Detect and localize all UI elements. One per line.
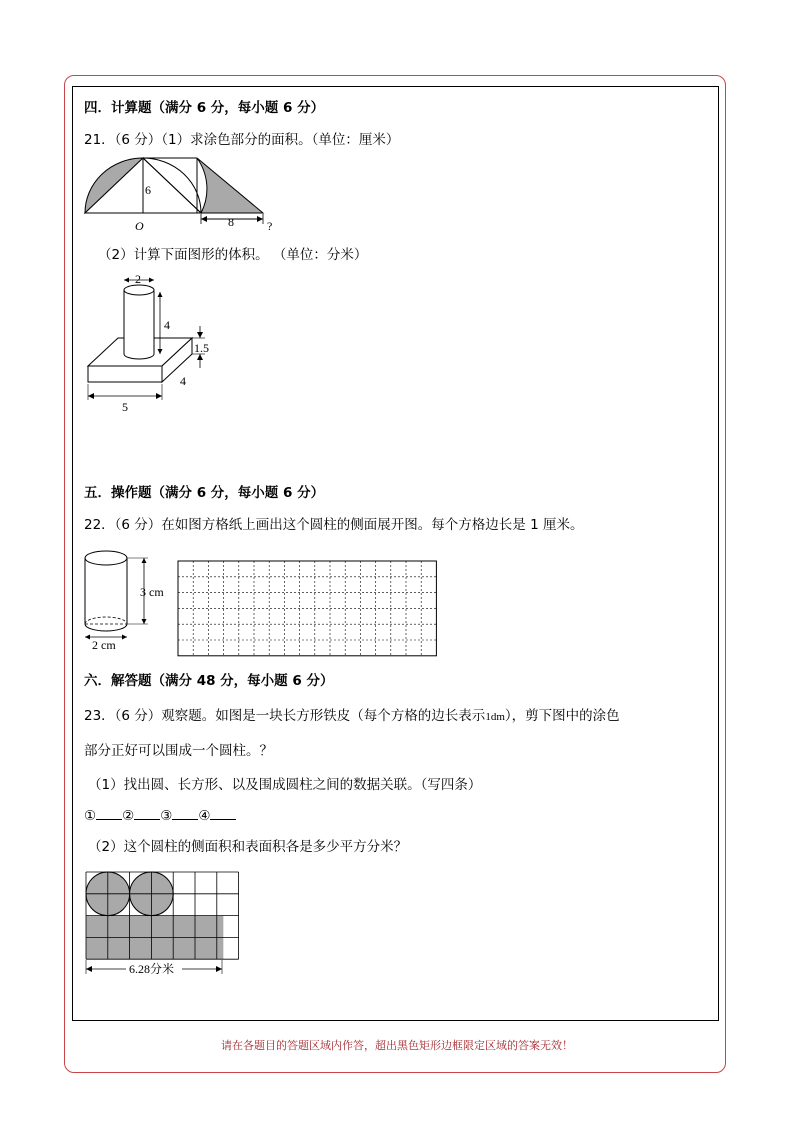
q23-length-label: 6.28分米 xyxy=(129,962,175,976)
section4-heading: 四．计算题（满分 6 分，每小题 6 分） xyxy=(84,100,325,116)
blank-marker-1: ① xyxy=(84,808,97,824)
blank-marker-4: ④ xyxy=(198,808,211,824)
blank-line-4[interactable] xyxy=(210,807,236,820)
footer-note: 请在各题目的答题区域内作答，超出黑色矩形边框限定区域的答案无效！ xyxy=(221,1039,573,1052)
fig2-base-depth-label: 4 xyxy=(180,374,186,388)
blank-marker-3: ③ xyxy=(160,808,173,824)
shaded-right-region xyxy=(197,158,263,213)
q23-unit: 1dm xyxy=(485,711,505,723)
q23-iron-sheet-figure xyxy=(84,870,244,980)
section5-heading: 五．操作题（满分 6 分，每小题 6 分） xyxy=(84,485,325,501)
fig1-bottom-label: 8 xyxy=(228,215,234,229)
q21-figure2 xyxy=(80,270,220,415)
q22-grid-paper[interactable] xyxy=(176,559,440,659)
section6-heading: 六．解答题（满分 48 分，每小题 6 分） xyxy=(84,673,334,689)
fig2-base-length-label: 5 xyxy=(122,400,128,414)
fig1-center-label: O xyxy=(135,219,144,233)
q22-cylinder-figure xyxy=(80,545,175,653)
q23-stem-line2: 部分正好可以围成一个圆柱。？ xyxy=(84,743,273,759)
q22-diameter-label: 2 cm xyxy=(92,638,116,652)
fig1-stray-mark: ? xyxy=(267,219,273,233)
blank-marker-2: ② xyxy=(122,808,135,824)
fig2-base-height-label: 1.5 xyxy=(194,341,209,355)
fig2-cyl-height-label: 4 xyxy=(164,318,170,332)
fig2-diameter-label: 2 xyxy=(135,272,141,286)
q21-figure1 xyxy=(80,150,280,234)
blank-line-1[interactable] xyxy=(96,807,122,820)
q23-stem-a: 23．（6 分）观察题。如图是一块长方形铁皮（每个方格的边长表示 xyxy=(84,708,486,724)
blank-line-2[interactable] xyxy=(134,807,160,820)
q23-stem-b: ），剪下图中的涂色 xyxy=(504,708,620,724)
q23-part1: （1）找出圆、长方形、以及围成圆柱之间的数据关联。（写四条） xyxy=(88,777,482,793)
q21-part2: （2）计算下面图形的体积。 （单位：分米） xyxy=(98,247,368,263)
q23-stem-line1 xyxy=(84,707,620,726)
q23-blank-row[interactable] xyxy=(84,807,236,825)
q21-stem: 21．（6 分）（1）求涂色部分的面积。（单位：厘米） xyxy=(84,132,400,148)
blank-line-3[interactable] xyxy=(172,807,198,820)
fig1-height-label: 6 xyxy=(145,183,151,197)
q22-stem: 22．（6 分）在如图方格纸上画出这个圆柱的侧面展开图。每个方格边长是 1 厘米。 xyxy=(84,517,584,533)
q22-height-label: 3 cm xyxy=(140,585,164,599)
q23-part2: （2）这个圆柱的侧面积和表面积各是多少平方分米？ xyxy=(88,839,408,855)
